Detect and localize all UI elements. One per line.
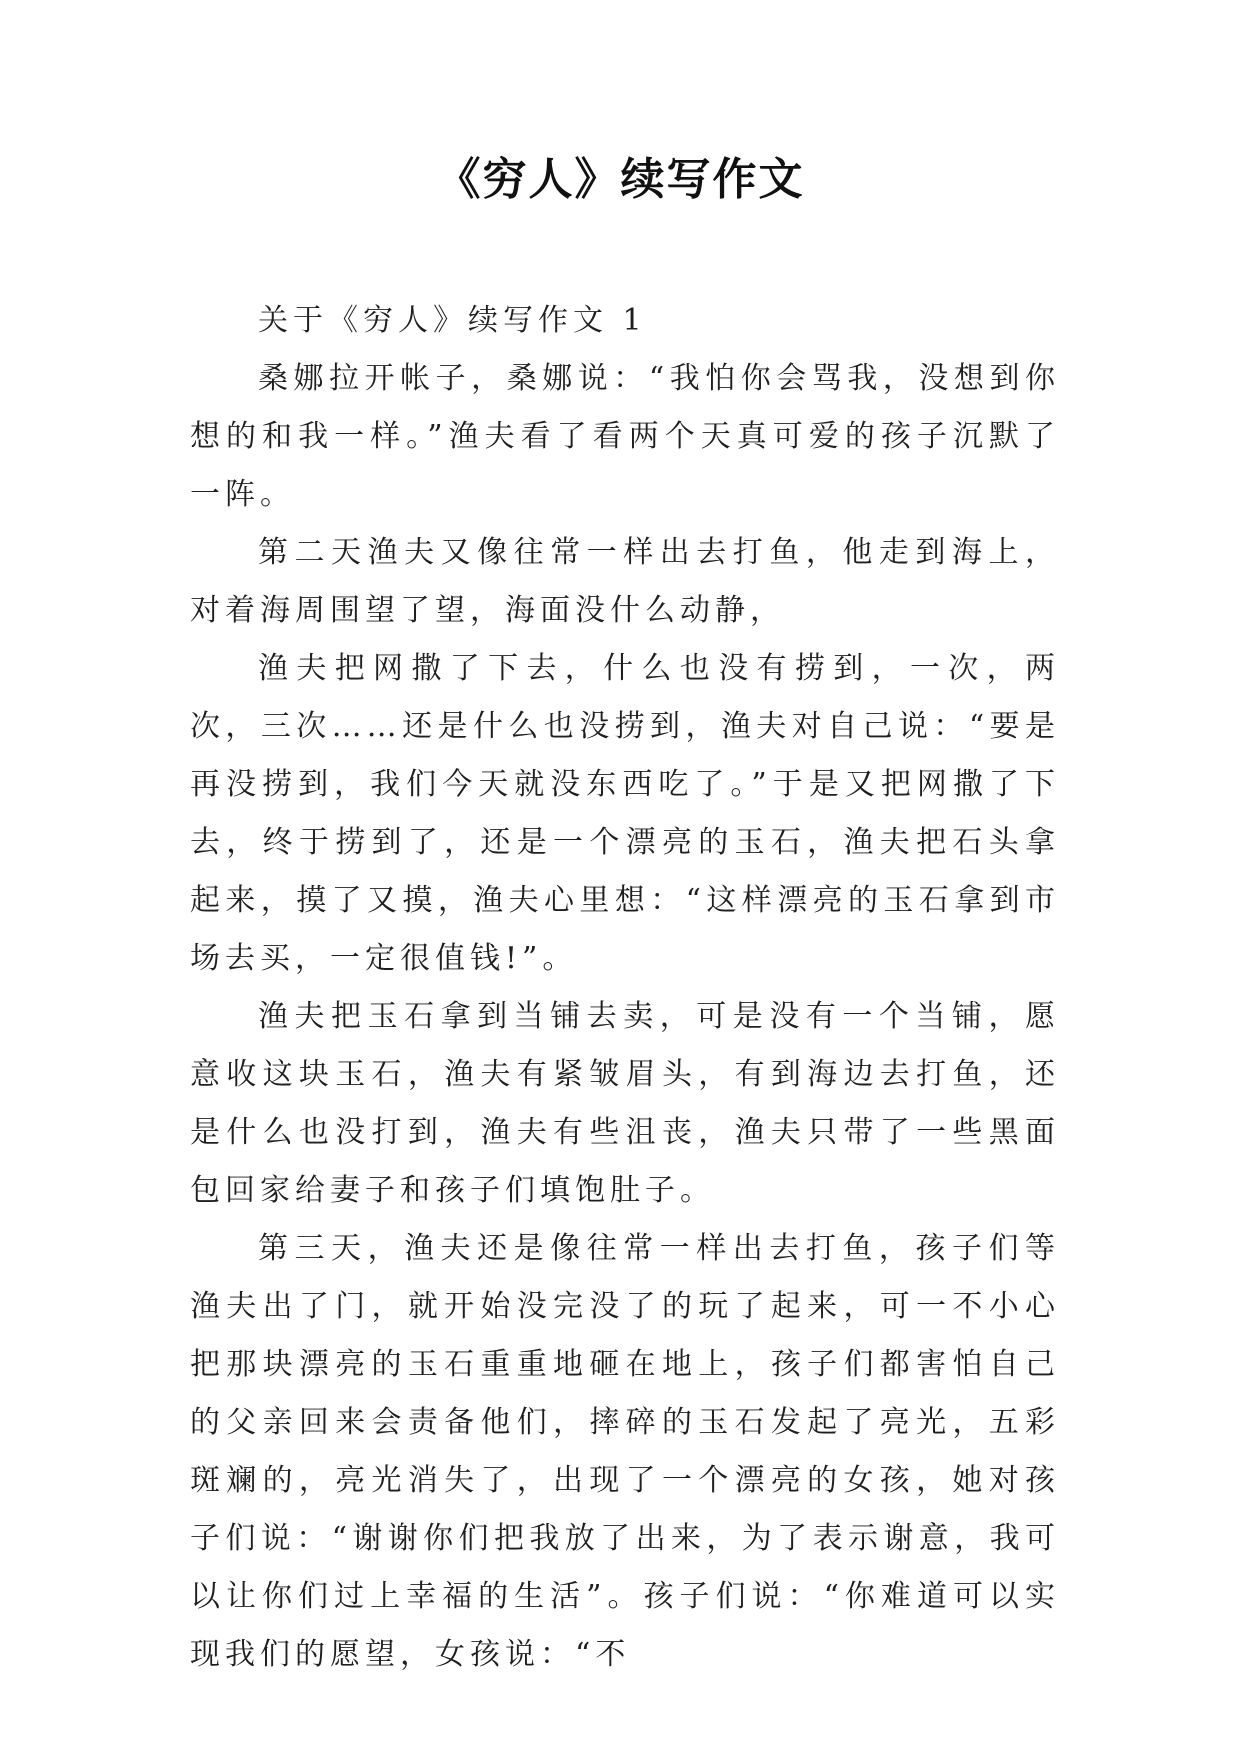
paragraph: 第三天，渔夫还是像往常一样出去打鱼，孩子们等渔夫出了门，就开始没完没了的玩了起来，可一不小心把那块漂亮的玉石重重地砸在地上，孩子们都害怕自己的父亲回来会责备他们，摔碎的玉石发起了亮光，五彩斑斓的，亮光消失了，出现了一个漂亮的女孩，她对孩子们说：“谢谢你们把我放了出来，为了表示谢意，我可以让你们过上幸福的生活”。孩子们说：“你难道可以实现我们的愿望，女孩说：“不 <box>190 1231 1060 1672</box>
paragraph: 渔夫把网撒了下去，什么也没有捞到，一次，两次，三次……还是什么也没捞到，渔夫对自己说：“要是再没捞到，我们今天就没东西吃了。”于是又把网撒了下去，终于捞到了，还是一个漂亮的玉石，渔夫把石头拿起来，摸了又摸，渔夫心里想：“这样漂亮的玉石拿到市场去买，一定很值钱!”。 <box>190 651 1060 976</box>
paragraph-subtitle: 关于《穷人》续写作文 1 <box>258 303 647 338</box>
paragraph: 渔夫把玉石拿到当铺去卖，可是没有一个当铺，愿意收这块玉石，渔夫有紧皱眉头，有到海边去打鱼，还是什么也没打到，渔夫有些沮丧，渔夫只带了一些黑面包回家给妻子和孩子们填饱肚子。 <box>190 999 1060 1208</box>
document-body <box>190 292 1060 1684</box>
document-title: 《穷人》续写作文 <box>436 154 805 205</box>
paragraph: 桑娜拉开帐子，桑娜说：“我怕你会骂我，没想到你想的和我一样。”渔夫看了看两个天真可爱的孩子沉默了一阵。 <box>190 361 1060 512</box>
paragraph: 第二天渔夫又像往常一样出去打鱼，他走到海上，对着海周围望了望，海面没什么动静， <box>190 535 1060 628</box>
